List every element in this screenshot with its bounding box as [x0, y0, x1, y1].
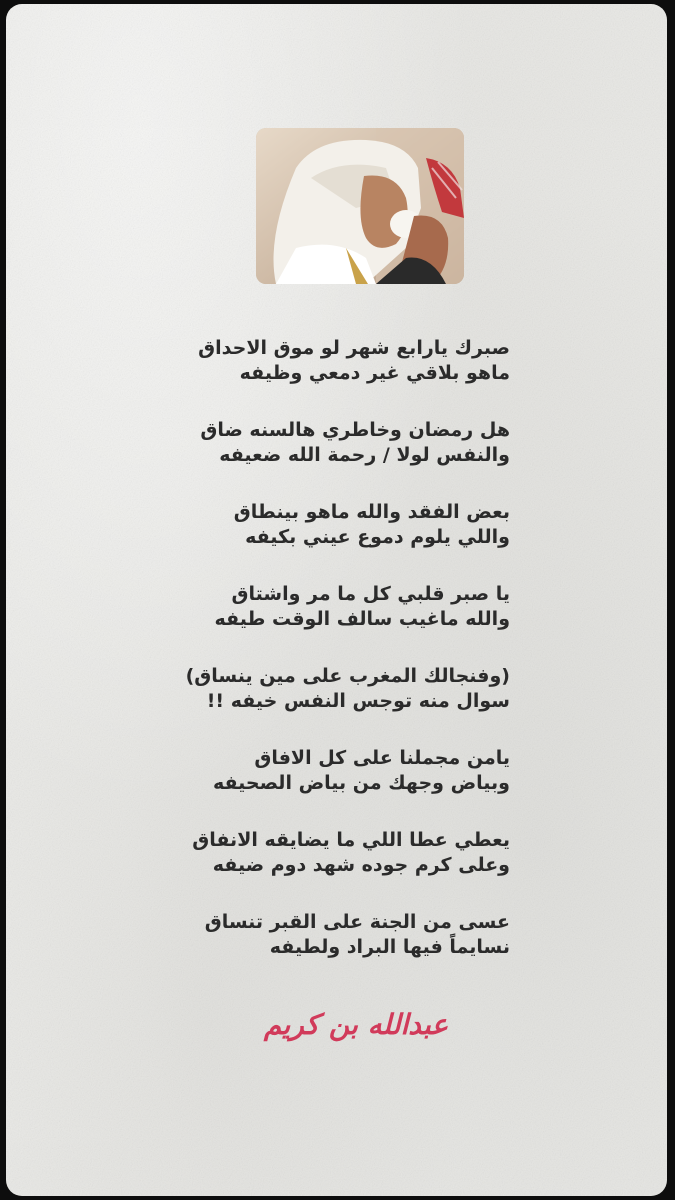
poem-line: سوال منه توجس النفس خيفه !!: [206, 690, 510, 712]
poem-line: (وفنجالك المغرب على مين ينساق): [185, 665, 510, 687]
stanza-6: [120, 746, 510, 828]
stanza-8: [120, 910, 510, 992]
poem-line: والله ماغيب سالف الوقت طيفه: [214, 608, 510, 630]
signature: عبدالله بن كريم: [263, 1008, 449, 1041]
poem-line: يعطي عطا اللي ما يضايقه الانفاق: [192, 829, 510, 851]
poem-line: واللي يلوم دموع عيني بكيفه: [245, 526, 510, 548]
poem-line: صبرك يارابع شهر لو موق الاحداق: [198, 337, 510, 359]
poem-line: عسى من الجنة على القبر تنساق: [204, 911, 510, 933]
poem-line: يا صبر قلبي كل ما مر واشتاق: [231, 583, 510, 605]
poem-line: والنفس لولا / رحمة الله ضعيفه: [219, 444, 510, 466]
poem-line: يامن مجملنا على كل الافاق: [254, 747, 510, 769]
stanza-5: [120, 664, 510, 746]
stanza-2: [120, 418, 510, 500]
stanza-4: [120, 582, 510, 664]
stanza-3: [120, 500, 510, 582]
poem-line: وبياض وجهك من بياض الصحيفه: [212, 772, 510, 794]
poem-line: ماهو بلاقي غير دمعي وظيفه: [239, 362, 510, 384]
portrait-illustration: [256, 128, 464, 284]
stanza-7: [120, 828, 510, 910]
poem-line: وعلى كرم جوده شهد دوم ضيفه: [212, 854, 510, 876]
poem: [120, 336, 510, 992]
stanza-1: [120, 336, 510, 418]
poem-line: هل رمضان وخاطري هالسنه ضاق: [200, 419, 510, 441]
portrait-photo: [256, 128, 464, 284]
poem-line: بعض الفقد والله ماهو بينطاق: [233, 501, 510, 523]
poem-line: نسايماً فيها البراد ولطيفه: [269, 936, 510, 958]
